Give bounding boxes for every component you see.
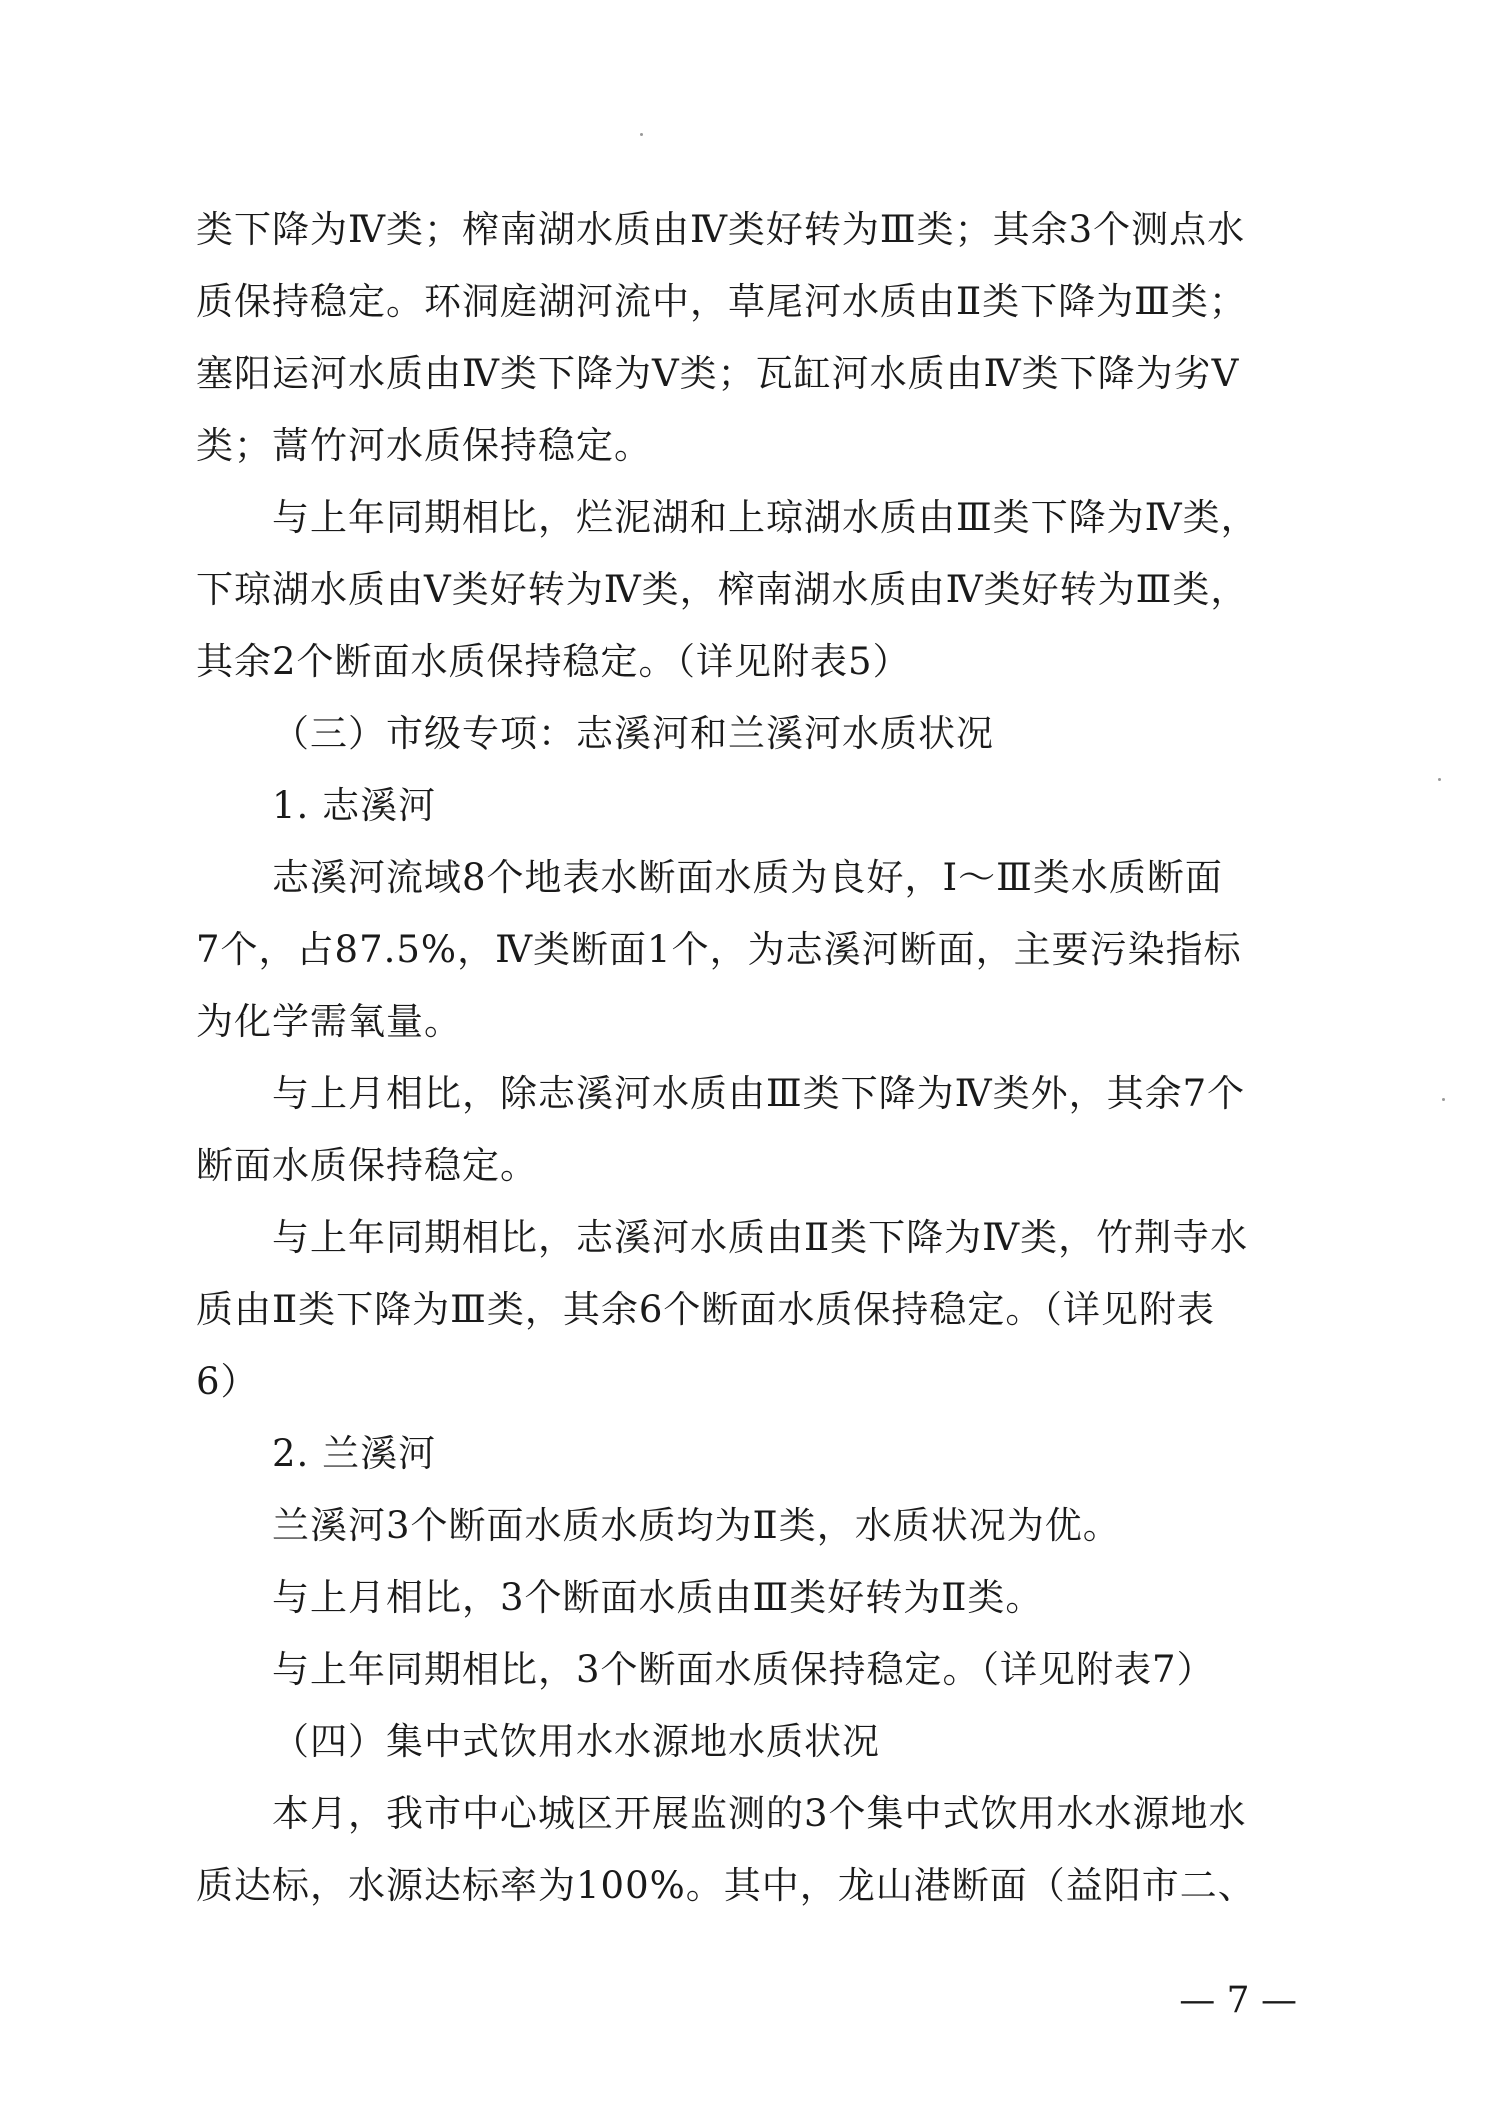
subsection-heading: 1. 志溪河 (272, 784, 437, 827)
text-line: 与上年同期相比，烂泥湖和上琼湖水质由Ⅲ类下降为Ⅳ类， (272, 496, 1259, 539)
text-line: 质保持稳定。环洞庭湖河流中，草尾河水质由Ⅱ类下降为Ⅲ类； (196, 280, 1247, 323)
scan-speck (1438, 778, 1441, 781)
page-number: — 7 — (1179, 1980, 1297, 2021)
text-line: 兰溪河3个断面水质水质均为Ⅱ类，水质状况为优。 (272, 1504, 1121, 1547)
section-heading: （四）集中式饮用水水源地水质状况 (272, 1720, 880, 1763)
text-line: 类；蒿竹河水质保持稳定。 (196, 424, 652, 467)
section-heading: （三）市级专项：志溪河和兰溪河水质状况 (272, 712, 994, 755)
scan-speck (640, 133, 643, 136)
text-line: 下琼湖水质由Ⅴ类好转为Ⅳ类，榨南湖水质由Ⅳ类好转为Ⅲ类， (196, 568, 1249, 611)
text-line: 塞阳运河水质由Ⅳ类下降为Ⅴ类；瓦缸河水质由Ⅳ类下降为劣Ⅴ (196, 352, 1240, 395)
scan-speck (1442, 1098, 1445, 1101)
text-line: 类下降为Ⅳ类；榨南湖水质由Ⅳ类好转为Ⅲ类；其余3个测点水 (196, 208, 1246, 251)
text-line: 志溪河流域8个地表水断面水质为良好，Ⅰ～Ⅲ类水质断面 (272, 856, 1223, 899)
text-line: 质由Ⅱ类下降为Ⅲ类，其余6个断面水质保持稳定。（详见附表 (196, 1288, 1215, 1331)
text-line: 其余2个断面水质保持稳定。（详见附表5） (196, 640, 911, 683)
text-line: 为化学需氧量。 (196, 1000, 462, 1043)
text-line: 与上月相比，除志溪河水质由Ⅲ类下降为Ⅳ类外，其余7个 (272, 1072, 1246, 1115)
text-line: 与上年同期相比，3个断面水质保持稳定。（详见附表7） (272, 1648, 1215, 1691)
text-line: 本月，我市中心城区开展监测的3个集中式饮用水水源地水 (272, 1792, 1247, 1835)
text-line: 质达标，水源达标率为100%。其中，龙山港断面（益阳市二、 (196, 1864, 1256, 1907)
text-line: 6） (196, 1360, 259, 1403)
body-text (196, 194, 1321, 1922)
text-line: 与上年同期相比，志溪河水质由Ⅱ类下降为Ⅳ类，竹荆寺水 (272, 1216, 1249, 1259)
text-line: 7个，占87.5%，Ⅳ类断面1个，为志溪河断面，主要污染指标 (196, 928, 1242, 971)
subsection-heading: 2. 兰溪河 (272, 1432, 437, 1475)
text-line: 断面水质保持稳定。 (196, 1144, 538, 1187)
text-line: 与上月相比，3个断面水质由Ⅲ类好转为Ⅱ类。 (272, 1576, 1044, 1619)
